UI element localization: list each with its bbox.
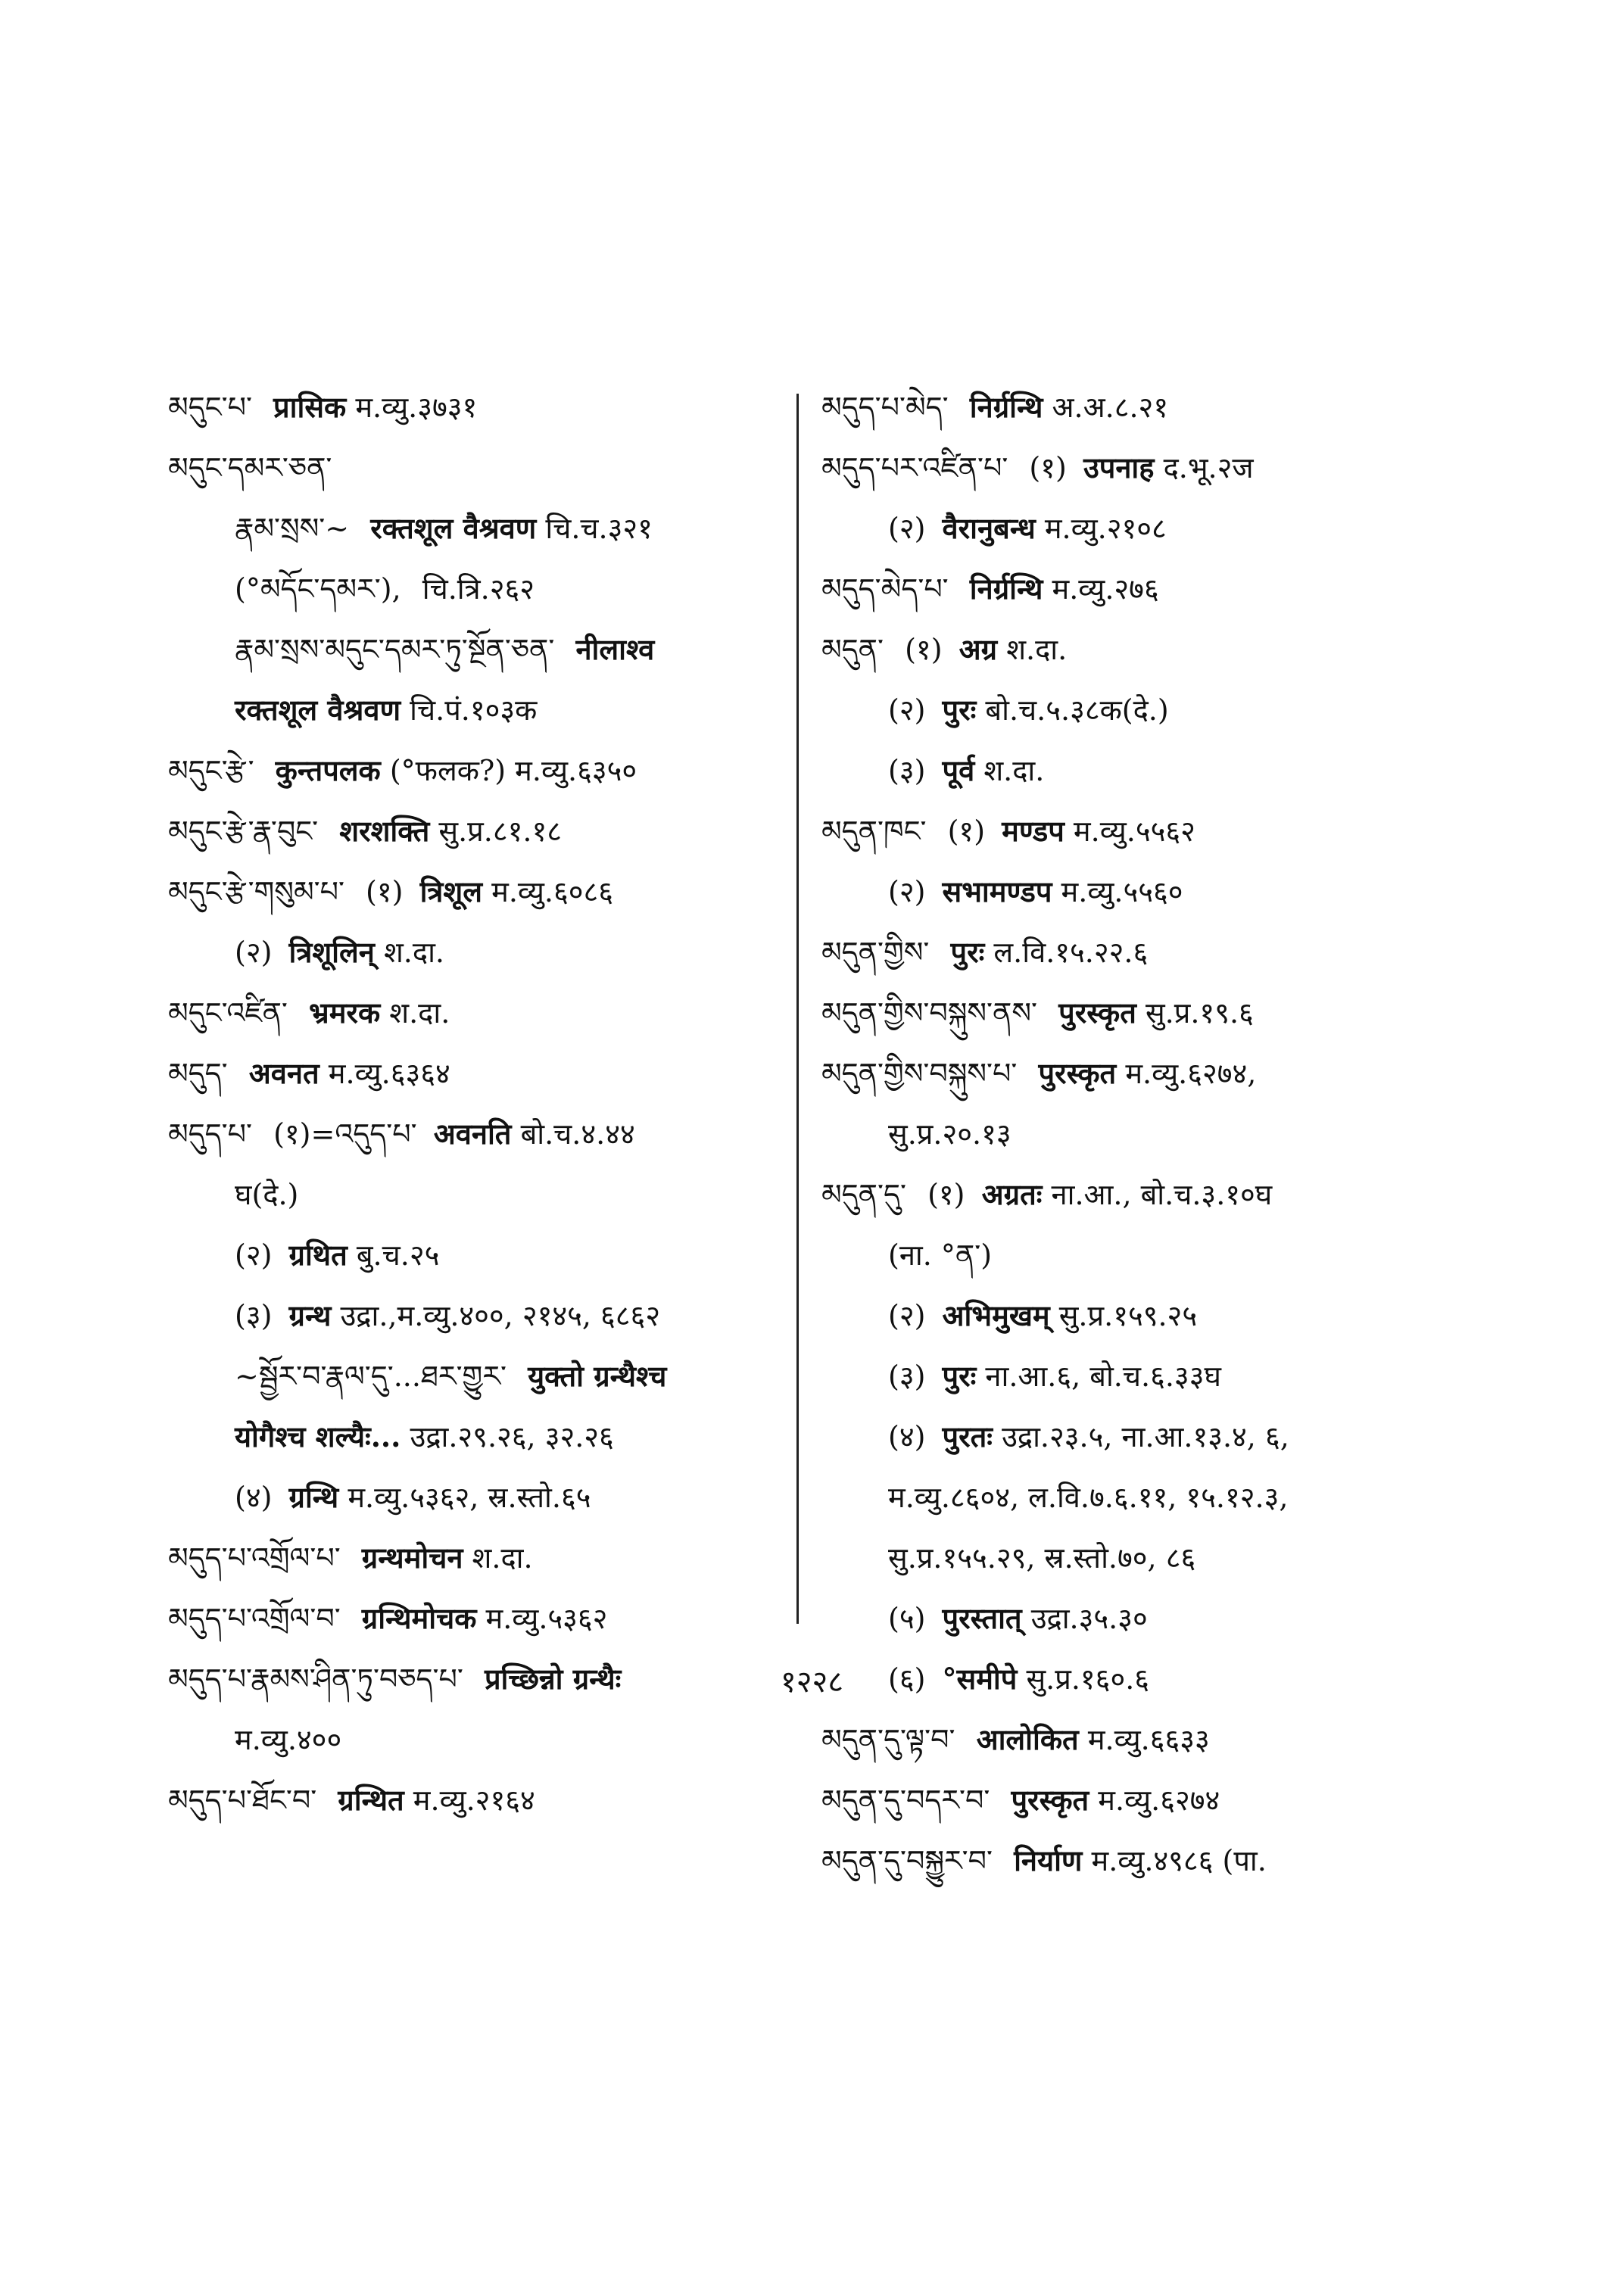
sanskrit-equivalent: ग्रन्थित	[338, 1783, 404, 1817]
sanskrit-equivalent: आलोकित	[976, 1722, 1079, 1756]
page-number: १२२८	[780, 1665, 844, 1699]
dictionary-entry	[168, 438, 789, 498]
dictionary-entry	[821, 438, 1473, 498]
sanskrit-equivalent: प्रच्छिन्नो ग्रन्थैः	[484, 1662, 622, 1696]
dictionary-entry	[821, 1709, 1473, 1770]
dictionary-entry	[168, 861, 789, 922]
dictionary-entry	[168, 740, 789, 801]
source-reference: म.व्यु.३७३१	[355, 391, 478, 424]
entry-subline	[168, 1709, 789, 1770]
tibetan-headword: མདུན་གྱིས་བསྐུས་པ་	[821, 1057, 1018, 1090]
entry-subline	[821, 1467, 1473, 1528]
dictionary-entry	[168, 1528, 789, 1588]
source-reference: (°फलक?) म.व्यु.६३५०	[389, 754, 637, 787]
source-reference: ल.वि.१५.२२.६	[993, 936, 1149, 969]
dictionary-entry	[821, 1770, 1473, 1830]
tibetan-headword: མདུད་པ་འགྲོལ་པ་	[168, 1541, 341, 1575]
source-reference: ना.आ., बो.च.३.१०घ	[1051, 1178, 1273, 1211]
sense-number: (१)=འདུད་པ་	[273, 1117, 417, 1151]
source-reference: म.व्यु.२१०८	[1044, 512, 1167, 545]
sanskrit-equivalent: कुन्तपलक	[275, 753, 381, 787]
sense-number: (३)	[888, 754, 926, 787]
source-reference: म.व्यु.५३६२, स्र.स्तो.६५	[348, 1481, 591, 1514]
entry-subline	[168, 922, 789, 983]
sense-number: (१)	[366, 875, 404, 908]
sanskrit-equivalent: ग्रन्थिमोचक	[361, 1601, 477, 1635]
sanskrit-equivalent: पुरः	[942, 693, 977, 727]
entry-subline	[168, 1346, 789, 1407]
tibetan-headword: མདུང་རྩེ་རྣ་བུང་	[168, 815, 319, 848]
source-reference: श.दा.	[1006, 633, 1068, 666]
sense-number: (१)	[947, 815, 986, 848]
tibetan-headword: རྣམ་སྲས་~	[235, 512, 350, 545]
sanskrit-equivalent: त्रिशूलिन्	[288, 935, 375, 969]
dictionary-entry	[168, 801, 789, 861]
entry-subline	[821, 1407, 1473, 1467]
sanskrit-equivalent: भ्रमरक	[308, 995, 381, 1030]
entry-subline	[168, 680, 789, 740]
entry-subline	[168, 559, 789, 619]
sanskrit-equivalent: प्रासिक	[273, 390, 347, 424]
source-reference: अ.अ.८.२१	[1052, 391, 1169, 424]
source-reference: सु.प्र.१९.६	[1145, 996, 1254, 1030]
sanskrit-equivalent: पुरः	[950, 935, 985, 969]
entry-subline	[821, 1225, 1473, 1285]
sense-number: (१)	[1029, 451, 1067, 484]
source-reference: म.व्यु.२७६	[1052, 572, 1159, 606]
sense-number: (२)	[888, 693, 926, 727]
source-reference: उद्रा.२३.५, ना.आ.१३.४, ६,	[1002, 1420, 1289, 1453]
dictionary-entry	[821, 922, 1473, 983]
source-reference: उद्रा.३५.३०	[1030, 1602, 1148, 1635]
sanskrit-equivalent: नीलाश्व	[575, 632, 655, 666]
tibetan-headword: མདུང་རྩེ་གསུམ་པ་	[168, 875, 344, 908]
sanskrit-equivalent: निर्याण	[1014, 1843, 1083, 1877]
tibetan-headword: མདུང་འཛིན་	[168, 996, 288, 1030]
dictionary-entry	[168, 1043, 789, 1104]
source-reference: म.व्यु.२१६४	[413, 1784, 535, 1817]
tibetan-headword: མདུན་	[821, 633, 884, 666]
dictionary-entry	[168, 1770, 789, 1830]
tibetan-headword: (°མདོང་དམར་),	[235, 572, 401, 606]
sense-number: (२)	[888, 875, 926, 908]
tibetan-headword: མདུད་པ་མེད་	[821, 391, 949, 424]
sense-number: (१)	[905, 633, 943, 666]
entry-subline	[168, 1407, 789, 1467]
sanskrit-equivalent: पुरस्तात्	[942, 1601, 1022, 1635]
sense-number: (३)	[888, 1360, 926, 1393]
sanskrit-equivalent: शरशक्ति	[339, 814, 430, 848]
source-reference: म.व्यु.४००	[235, 1723, 342, 1756]
source-reference: म.व्यु.६२७४,	[1125, 1057, 1257, 1090]
entry-subline	[168, 498, 789, 559]
sense-number: (२)	[235, 1238, 273, 1272]
sense-number: (४)	[888, 1420, 926, 1453]
sense-number: (२)	[888, 1299, 926, 1332]
sanskrit-equivalent: ग्रन्थमोचन	[361, 1541, 463, 1575]
sanskrit-equivalent: वैरानुबन्ध	[942, 511, 1036, 545]
dictionary-entry	[821, 801, 1473, 861]
sanskrit-equivalent: पुरः	[942, 1359, 977, 1393]
source-reference: उद्रा.२९.२६, ३२.२६	[410, 1420, 614, 1453]
sanskrit-equivalent: रक्तशूल वैश्रवण	[235, 693, 401, 727]
sanskrit-equivalent: पूर्व	[942, 753, 975, 787]
dictionary-entry	[821, 619, 1473, 680]
sanskrit-equivalent: ग्रन्थ	[288, 1298, 332, 1332]
dictionary-entry	[821, 1043, 1473, 1104]
source-reference: घ(दे.)	[235, 1178, 299, 1211]
source-reference: म.व्यु.६६३३	[1087, 1723, 1210, 1756]
tibetan-headword: མདུད་པ་རྣམས་ཤིན་ཏུ་བཅད་པ་	[168, 1662, 463, 1696]
tibetan-headword: མདུན་གྱིས་	[821, 936, 930, 969]
sanskrit-equivalent: पुरस्कृत	[1058, 995, 1136, 1030]
sanskrit-equivalent: अवनत	[248, 1056, 320, 1090]
tibetan-headword: མདུད་མེད་པ་	[821, 572, 949, 606]
sanskrit-equivalent: त्रिशूल	[419, 874, 482, 908]
sanskrit-equivalent: अग्रतः	[981, 1177, 1043, 1211]
tibetan-headword: མདུད་པ་འགྲོལ་བ་	[168, 1602, 341, 1635]
sense-number: (३)	[235, 1299, 273, 1332]
entry-subline	[821, 1528, 1473, 1588]
entry-subline	[168, 619, 789, 680]
sanskrit-equivalent: पुरतः	[942, 1419, 993, 1453]
source-reference: (ना. °ན་)	[888, 1238, 993, 1272]
sanskrit-equivalent: पुरस्कृत	[1038, 1056, 1117, 1090]
entry-subline	[821, 1346, 1473, 1407]
entry-subline	[821, 861, 1473, 922]
source-reference: द.भू.२ज	[1163, 451, 1254, 484]
sanskrit-equivalent: ग्रथित	[288, 1238, 348, 1272]
tibetan-headword: མདུད་པ་ཐོང་བ་	[168, 1784, 317, 1817]
tibetan-headword: མདུད་	[168, 1057, 228, 1090]
tibetan-headword: མདུང་རྩེ་	[168, 754, 254, 787]
source-reference: म.व्यु.६३६४	[328, 1057, 450, 1090]
source-reference: श.दा.	[389, 996, 450, 1030]
sanskrit-equivalent: रक्तशूल वैश्रवण	[370, 511, 537, 545]
sanskrit-equivalent: युक्तो ग्रन्थैश्च	[528, 1359, 667, 1393]
source-reference: म.व्यु.५५६२	[1073, 815, 1195, 848]
entry-subline	[168, 1225, 789, 1285]
source-reference: म.व्यु.४९८६ (पा.	[1091, 1844, 1267, 1877]
source-reference: श.दा.	[383, 936, 444, 969]
source-reference: म.व्यु.८६०४, ल.वि.७.६.११, १५.१२.३,	[888, 1481, 1289, 1514]
sanskrit-equivalent: निर्ग्रन्थि	[969, 390, 1043, 424]
tibetan-headword: མདུན་གྱིས་བསྐུས་ནས་	[821, 996, 1038, 1030]
tibetan-headword: མདུང་པ་	[168, 391, 252, 424]
entry-subline	[821, 498, 1473, 559]
sanskrit-equivalent: योगैश्च शल्यैः...	[235, 1419, 401, 1453]
tibetan-headword: མདུན་ཁང་	[821, 815, 927, 848]
dictionary-entry	[168, 1588, 789, 1649]
source-reference: श.दा.	[983, 754, 1045, 787]
sanskrit-equivalent: मण्डप	[1002, 814, 1064, 848]
sanskrit-equivalent: °समीपे	[942, 1662, 1018, 1696]
source-reference: म.व्यु.५५६०	[1061, 875, 1183, 908]
tibetan-headword: མདུན་དུ་ལྟ་བ་	[821, 1723, 955, 1756]
entry-subline	[821, 1285, 1473, 1346]
source-reference: सु.प्र.१६०.६	[1026, 1662, 1150, 1696]
entry-subline	[821, 1588, 1473, 1649]
source-reference: चि.पं.१०३क	[410, 693, 538, 727]
sanskrit-equivalent: अग्र	[959, 632, 998, 666]
tibetan-headword: རྣམ་སྲས་མདུང་དམར་ཏུ་སྔོན་ཅན་	[235, 633, 555, 666]
sense-number: (२)	[235, 936, 273, 969]
source-reference: सु.प्र.८१.१८	[438, 815, 562, 848]
sanskrit-equivalent: निर्ग्रन्थि	[969, 572, 1043, 606]
source-reference: चि.त्रि.२६२	[422, 572, 535, 606]
sanskrit-equivalent: सभामण्डप	[942, 874, 1052, 908]
source-reference: म.व्यु.६२७४	[1098, 1784, 1220, 1817]
source-reference: सु.प्र.१५९.२५	[1058, 1299, 1198, 1332]
dictionary-entry	[168, 377, 789, 438]
left-column	[168, 377, 789, 1830]
source-reference: उद्रा.,म.व्यु.४००, २१४५, ६८६२	[340, 1299, 661, 1332]
tibetan-headword: མདུད་པར་འཛིན་པ་	[821, 451, 1008, 484]
source-reference: बु.च.२५	[356, 1238, 440, 1272]
tibetan-headword: མདུན་དུ་	[821, 1178, 906, 1211]
dictionary-entry	[821, 1164, 1473, 1225]
source-reference: म.व्यु.६०८६	[491, 875, 614, 908]
dictionary-entry	[168, 1104, 789, 1164]
sanskrit-equivalent: उपनाह	[1083, 450, 1155, 484]
source-reference: चि.च.३२१	[545, 512, 653, 545]
entry-subline	[821, 1104, 1473, 1164]
source-reference: म.व्यु.५३६२	[485, 1602, 608, 1635]
sense-number: (२)	[888, 512, 926, 545]
sense-number: (४)	[235, 1481, 273, 1514]
entry-subline	[821, 740, 1473, 801]
sanskrit-equivalent: अवनति	[433, 1117, 512, 1151]
sanskrit-equivalent: अभिमुखम्	[942, 1298, 1050, 1332]
dictionary-entry	[168, 983, 789, 1043]
tibetan-headword: མདུད་པ་	[168, 1117, 252, 1151]
source-reference: श.दा.	[472, 1541, 533, 1575]
source-reference: बो.च.५.३८क(दे.)	[985, 693, 1169, 727]
sense-number: (६)	[888, 1662, 926, 1696]
entry-subline	[168, 1285, 789, 1346]
entry-subline	[168, 1164, 789, 1225]
tibetan-headword: མདུན་དུ་བདར་བ་	[821, 1784, 990, 1817]
tibetan-headword: མདུང་དམར་ཅན་	[168, 451, 332, 484]
dictionary-entry	[821, 983, 1473, 1043]
source-reference: सु.प्र.२०.१३	[888, 1117, 1011, 1151]
entry-subline	[168, 1467, 789, 1528]
sense-number: (१)	[927, 1178, 965, 1211]
dictionary-entry	[821, 377, 1473, 438]
sanskrit-equivalent: ग्रन्थि	[288, 1480, 339, 1514]
entry-subline	[821, 680, 1473, 740]
column-divider	[796, 394, 799, 1624]
tibetan-headword: མདུན་དུ་བསྐྱུར་བ་	[821, 1844, 993, 1877]
sense-number: (५)	[888, 1602, 926, 1635]
sanskrit-equivalent: पुरस्कृत	[1011, 1783, 1089, 1817]
tibetan-headword: ~སྦྱོར་བ་རྣལ་དུ་...ཐར་གྱུར་	[235, 1360, 507, 1393]
source-reference: सु.प्र.१५५.२९, स्र.स्तो.७०, ८६	[888, 1541, 1196, 1575]
source-reference: ना.आ.६, बो.च.६.३३घ	[985, 1360, 1221, 1393]
source-reference: बो.च.४.४४	[520, 1117, 635, 1151]
dictionary-entry	[821, 1830, 1473, 1891]
dictionary-entry	[821, 559, 1473, 619]
